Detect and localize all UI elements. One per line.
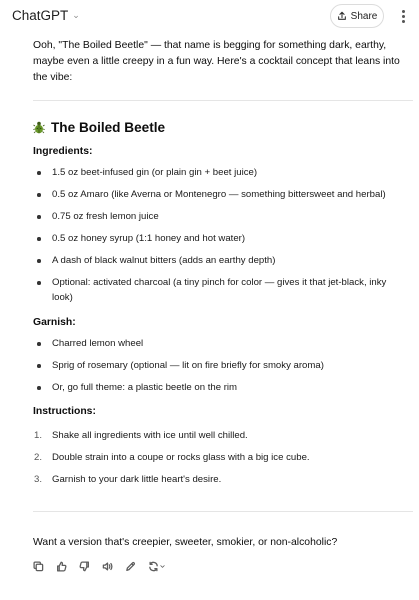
- share-button[interactable]: [330, 4, 384, 28]
- regenerate-button[interactable]: [146, 559, 168, 573]
- copy-button[interactable]: [31, 559, 45, 573]
- more-options-icon[interactable]: [393, 6, 413, 26]
- read-aloud-button[interactable]: [100, 559, 114, 573]
- edit-button[interactable]: [123, 559, 137, 573]
- list-item: [33, 472, 403, 487]
- message-actions: [31, 558, 168, 574]
- list-item: A dash of black walnut bitters (adds an earthy depth): [33, 253, 403, 268]
- list-item: 0.5 oz Amaro (like Averna or Montenegro — something bittersweet and herbal): [33, 187, 403, 202]
- divider: [33, 511, 413, 512]
- followup-question: Want a version that's creepier, sweeter, smokier, or non-alcoholic?: [33, 537, 338, 548]
- step-number: 1.: [34, 430, 43, 441]
- beetle-icon: [33, 121, 45, 134]
- recipe-title: [33, 120, 165, 135]
- edit-icon: [125, 561, 136, 572]
- thumbs-up-icon: [56, 561, 67, 572]
- recipe-title-text: The Boiled Beetle: [51, 120, 166, 135]
- regenerate-icon: [148, 561, 159, 572]
- list-item: [33, 450, 403, 465]
- share-icon: [337, 11, 347, 21]
- list-item: Or, go full theme: a plastic beetle on the rim: [33, 380, 403, 395]
- list-item: [33, 428, 403, 443]
- step-text: Shake all ingredients with ice until well chilled.: [52, 430, 248, 441]
- good-response-button[interactable]: [54, 559, 68, 573]
- list-item: 0.5 oz honey syrup (1:1 honey and hot water): [33, 231, 403, 246]
- list-item: Sprig of rosemary (optional — lit on fire briefly for smoky aroma): [33, 358, 403, 373]
- message-intro: Ooh, "The Boiled Beetle" — that name is begging for something dark, earthy, maybe even a little creepy in a fun way. Here's a cocktail concept that leans into the vibe:: [33, 40, 400, 83]
- list-item: Optional: activated charcoal (a tiny pinch for color — gives it that jet-black, inky look): [33, 275, 403, 305]
- list-item: 0.75 oz fresh lemon juice: [33, 209, 403, 224]
- instructions-heading: Instructions:: [33, 406, 96, 417]
- copy-icon: [33, 561, 44, 572]
- step-number: 3.: [34, 474, 43, 485]
- top-bar: [0, 0, 419, 32]
- step-text: Garnish to your dark little heart's desire.: [52, 474, 222, 485]
- model-switcher[interactable]: [12, 8, 80, 23]
- ingredients-list: [33, 165, 403, 305]
- assistant-message: [33, 38, 413, 86]
- list-item: 1.5 oz beet-infused gin (or plain gin + beet juice): [33, 165, 403, 180]
- list-item: Charred lemon wheel: [33, 336, 403, 351]
- step-text: Double strain into a coupe or rocks glass with a big ice cube.: [52, 452, 310, 463]
- share-label: Share: [350, 10, 378, 22]
- divider: [33, 100, 413, 101]
- garnish-heading: Garnish:: [33, 317, 76, 328]
- instructions-list: [33, 428, 403, 487]
- read-aloud-icon: [102, 561, 113, 572]
- garnish-list: [33, 336, 403, 395]
- chevron-down-icon: [159, 563, 166, 570]
- app-title: ChatGPT: [12, 8, 69, 23]
- bad-response-button[interactable]: [77, 559, 91, 573]
- ingredients-heading: Ingredients:: [33, 146, 93, 157]
- thumbs-down-icon: [79, 561, 90, 572]
- chevron-down-icon: ⌄: [72, 10, 80, 20]
- step-number: 2.: [34, 452, 43, 463]
